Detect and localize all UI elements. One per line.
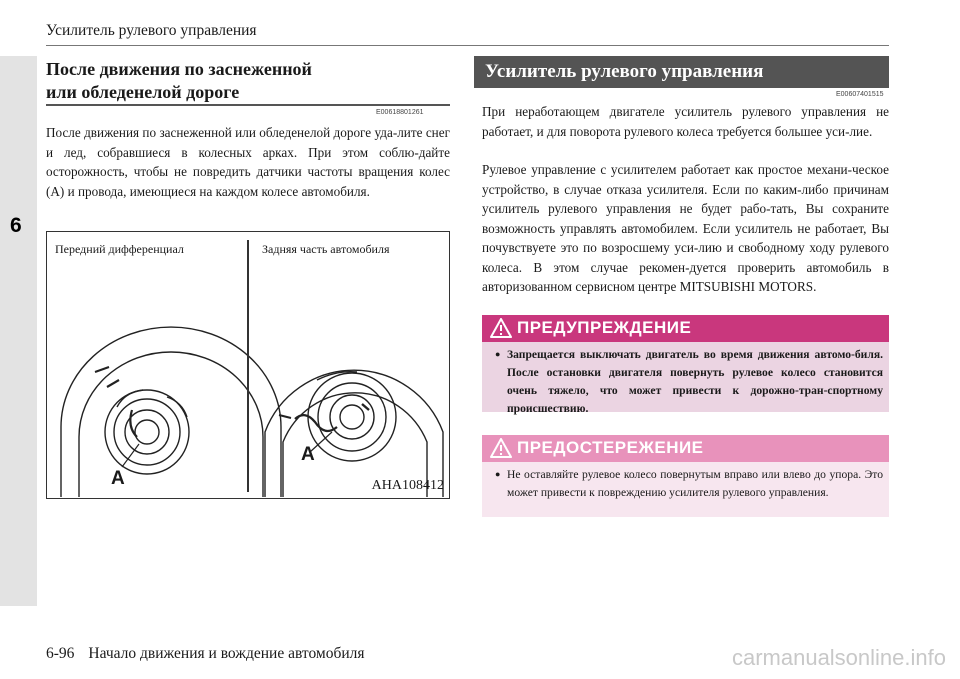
figure-label-front: Передний дифференциал [55, 242, 184, 256]
warning-triangle-icon [490, 318, 512, 338]
power-steering-paragraph-1: При неработающем двигателе усилитель рулевого управления не работает, и для поворота рулевого колеса требуется большее уси-лие. [482, 104, 889, 139]
caution-triangle-icon [490, 438, 512, 458]
figure-label-rear: Задняя часть автомобиля [262, 242, 390, 256]
warning-text [495, 345, 883, 418]
chapter-title: Начало движения и вождение автомобиля [88, 645, 365, 662]
section-code: E00618801261 [376, 109, 424, 116]
figure-code: AHA108412 [371, 478, 444, 493]
warning-title: ПРЕДУПРЕЖДЕНИЕ [517, 318, 692, 337]
chapter-tab-number: 6 [10, 214, 22, 237]
section-title-line-2: или обледенелой дороге [46, 82, 240, 102]
caution-bullet: ● Не оставляйте рулевое колесо повернутым вправо или влево до упора. Это может привести к повреждению усилителя рулевого управления. [495, 465, 883, 502]
section-code-right: E00607401515 [836, 91, 884, 98]
caution-title: ПРЕДОСТЕРЕЖЕНИЕ [517, 438, 704, 457]
section-title-power-steering: Усилитель рулевого управления [474, 56, 889, 88]
page-footer [46, 645, 365, 663]
warning-bullet: ● Запрещается выключать двигатель во время движения автомо-биля. После остановки двигателя повернуть рулевое колесо становится очень тяжело, что может привести к дорожно-тран-спортному происшествию. [495, 345, 883, 418]
section-title-snow [46, 58, 450, 106]
watermark: carmanualsonline.info [731, 645, 946, 670]
header-rule [46, 45, 889, 46]
page-number: 6-96 [46, 645, 75, 662]
chapter-tab-strip [0, 56, 37, 606]
sensor-marker-left: A [111, 468, 125, 489]
running-header: Усилитель рулевого управления [46, 22, 257, 39]
caution-text [495, 465, 883, 502]
section-paragraph: После движения по заснеженной или обледенелой дороге уда-лите снег и лед, собравшиеся в колесных арках. При этом соблю-дайте осторожность, чтобы не повредить датчики частоты вращения колес (A) и провода, имеющиеся на каждом колесе автомобиля. [46, 125, 450, 199]
sensor-marker-right: A [301, 444, 315, 465]
figure-divider [247, 240, 249, 492]
power-steering-paragraph-2: Рулевое управление с усилителем работает как простое механи-ческое устройство, в случае отказа усилителя. Если по каким-либо причинам усилитель рулевого управления не будет рабо-тать, Вы сохраните возможность управлять автомобилем. Если усилитель не работает, Вы почувствуете это по возросшему уси-лию и свободному ходу рулевого колеса. В этом случае рекомен-дуется проверить автомобиль в авторизованном сервисном центре MITSUBISHI MOTORS. [482, 162, 889, 294]
section-title-line-1: После движения по заснеженной [46, 59, 312, 79]
